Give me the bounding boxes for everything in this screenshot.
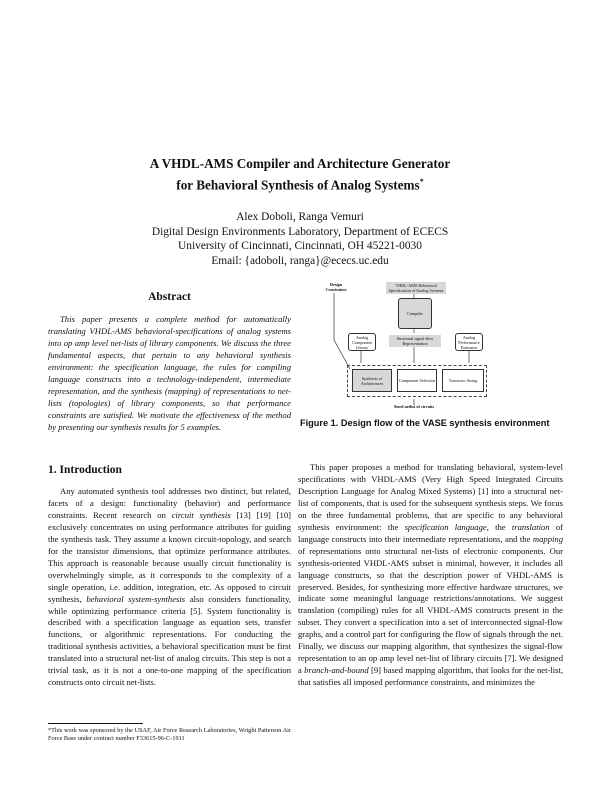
figure-label-design-constraints: Design Constraints — [325, 282, 347, 292]
intro-paragraph-1: Any automated synthesis tool addresses two distinct, but related, facets of a design: functionality (behavior) and performance constraints. Recent research on circuit synthesis [13] [19] [10] exclusively concentrates on using performance attributes for guiding the synthesis task. They assume a known circuit-topology, and search for the transistor dimensions, that optimize performance attributes. This approach is reasonable because usually circuit functionality is overwhelmingly simple, as it corresponds to the complexity of a single operation, i.e. addition, integration, etc. As opposed to circuit synthesis, behavioral system-synthesis also considers functionality, while optimizing performance criteria [5]. System functionality is described with a specification language as equation sets, transfer functions, or algorithmic representations. For conducting the traditional synthesis activities, a behavioral specification must be first translated into a structural net-list of analog circuits. This step is not a trivial task, as it is not a one-to-one mapping of the specification constructs onto circuit net-lists. — [48, 486, 292, 688]
authors: Alex Doboli, Ranga Vemuri — [236, 211, 364, 223]
footnote: *This work was sponsored by the USAF, Air Force Research Laboratories, Wright Patterson Air Force Base under contract number F33615-96-C-1911 — [48, 727, 291, 743]
title-line-2: for Behavioral Synthesis of Analog Systems* — [176, 177, 424, 193]
figure-box-specification: VHDL-AMS Behavioral Specification of Analog Systems — [386, 282, 446, 294]
figure-box-component-library: Analog Component Library — [348, 333, 376, 351]
figure-1-diagram — [322, 280, 487, 410]
section-heading-introduction: 1. Introduction — [48, 464, 122, 476]
author-block — [0, 210, 600, 268]
figure-box-performance-estimator: Analog Performance Estimator — [455, 333, 483, 351]
footnote-rule — [48, 723, 143, 724]
figure-caption: Figure 1. Design flow of the VASE synthesis environment — [300, 418, 550, 428]
figure-box-compiler: Compiler — [398, 298, 432, 329]
figure-box-transistor-sizing: Transistor Sizing — [442, 369, 484, 392]
email: Email: {adoboli, ranga}@ececs.uc.edu — [211, 254, 389, 267]
abstract-text: This paper presents a complete method for automatically translating VHDL-AMS behavioral-specifications of analog systems into op amp level net-lists of library components. We discuss the three fundamental aspects, that pertain to any behavioral synthesis environment: the specification language, the rules for compiling language constructs into a technology-independent, intermediate representation, and the synthesis (mapping) of representations to net-lists (topologies) of library components, so that performance constraints are satisfied. We motivate the effectiveness of the method by presenting our synthesis results for 5 examples. — [48, 314, 291, 432]
figure-box-synthesis-architectures: Synthesis of Architectures — [352, 369, 392, 392]
figure-box-component-selection: Component Selection — [397, 369, 437, 392]
abstract-heading: Abstract — [148, 291, 191, 303]
affiliation: Digital Design Environments Laboratory, Department of ECECS — [151, 225, 449, 238]
title-footnote-mark: * — [419, 177, 424, 186]
title-line-1: A VHDL-AMS Compiler and Architecture Generator — [149, 156, 451, 171]
intro-paragraph-2: This paper proposes a method for translating behavioral, system-level specifications with VHDL-AMS (Very High Speed Integrated Circuits Description Language for Analog Mixed Systems) [1] into a structural net-list of components, that is used for the subsequent synthesis steps. We focus on the three fundamental problems, that are specific to any behavioral synthesis environment: the specification language, the translation of language constructs into their intermediate representations, and the mapping of representations onto structural net-lists of electronic components. Our synthesis-oriented VHDL-AMS subset is minimal, however, it includes all language constructs, so that the description power of VHDL-AMS is preserved. Besides, for synthesizing more effective hardware structures, we indicate some meaningful language restrictions/annotations. We suggest translation (compiling) rules for all VHDL-AMS constructs present in the subset. They convert a specification into a set of interconnected signal-flow graphs, and a control part for configuring the flow of signals through the net. Finally, we discuss our mapping algorithm, that synthesizes the signal-flow representation to an op amp level net-list of library circuits [7]. We designed a branch-and-bound [9] based mapping algorithm, that looks for the net-list, that satisfies all imposed performance constraints, and minimizes the — [298, 462, 564, 688]
address: University of Cincinnati, Cincinnati, OH 45221-0030 — [178, 240, 422, 253]
figure-label-output: Sized netlist of circuits — [393, 404, 435, 409]
paper-title — [0, 155, 600, 194]
figure-box-representation: Structural signal-flow Representation — [389, 335, 441, 347]
